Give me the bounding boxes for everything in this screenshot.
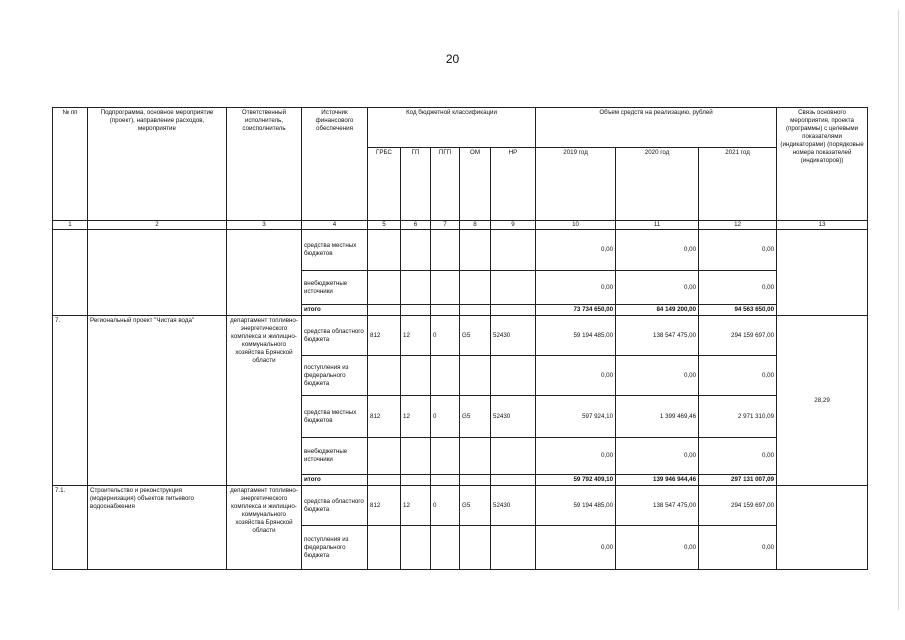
cell-om: G5: [460, 316, 491, 356]
cell-link: 28,29: [777, 316, 868, 486]
cell-pgp: 0: [431, 396, 460, 438]
header-om: ОМ: [460, 148, 491, 221]
cell-2021: 0,00: [699, 438, 777, 475]
header-volume: Объем средств на реализацию, рублей: [536, 108, 777, 148]
cell-source: внебюджетные источники: [302, 438, 368, 475]
header-kbk: Код бюджетной классификации: [368, 108, 536, 148]
cell-2019: 597 924,10: [536, 396, 616, 438]
cell-2020: 138 547 475,00: [616, 486, 699, 526]
col-number: 3: [227, 221, 302, 230]
cell-2020: 1 399 469,46: [616, 396, 699, 438]
cell-2021: 0,00: [699, 356, 777, 396]
cell-2021: 2 971 310,09: [699, 396, 777, 438]
header-no: № пп: [53, 108, 88, 221]
col-number: 1: [53, 221, 88, 230]
header-source: Источник финансового обеспечения: [302, 108, 368, 221]
cell-executor: [227, 230, 302, 316]
cell-executor: департамент топливно-энергетического комплекса и жилищно-коммунального хозяйства Брянской области: [227, 316, 302, 486]
cell-2019: 59 194 485,00: [536, 486, 616, 526]
cell-2019: 0,00: [536, 230, 616, 271]
cell-gp: 12: [401, 396, 431, 438]
cell-source: средства областного бюджета: [302, 316, 368, 356]
cell-2021: 0,00: [699, 526, 777, 570]
col-number: 8: [460, 221, 491, 230]
table-row: [53, 316, 868, 356]
cell-2019: 0,00: [536, 438, 616, 475]
header-row-1: [53, 108, 868, 148]
cell-program: Строительство и реконструкция (модернизация) объектов питьевого водоснабжения: [88, 486, 227, 570]
cell-pgp: 0: [431, 316, 460, 356]
cell-2020: 0,00: [616, 230, 699, 271]
col-number: 13: [777, 221, 868, 230]
cell-link: [777, 486, 868, 570]
cell-om: G5: [460, 396, 491, 438]
header-pgp: ПГП: [431, 148, 460, 221]
header-executor: Ответственный исполнитель, соисполнитель: [227, 108, 302, 221]
budget-table: [52, 107, 868, 570]
table-row: [53, 486, 868, 526]
cell-2021: 94 563 650,00: [699, 305, 777, 316]
cell-np: 52430: [491, 316, 536, 356]
cell-2019: 0,00: [536, 356, 616, 396]
cell-no: 7.: [53, 316, 88, 486]
cell-no: [53, 230, 88, 316]
cell-2020: 0,00: [616, 271, 699, 305]
cell-2020: 139 946 944,46: [616, 475, 699, 486]
cell-source: итого: [302, 305, 368, 316]
cell-np: 52430: [491, 396, 536, 438]
col-number: 5: [368, 221, 401, 230]
header-gp: ГП: [401, 148, 431, 221]
cell-source: средства местных бюджетов: [302, 230, 368, 271]
cell-2021: 294 159 697,00: [699, 486, 777, 526]
col-number: 11: [616, 221, 699, 230]
col-number: 2: [88, 221, 227, 230]
cell-2019: 59 792 409,10: [536, 475, 616, 486]
col-number: 10: [536, 221, 616, 230]
page-edge-line: [898, 10, 899, 610]
page-number: 20: [445, 52, 460, 66]
header-program: Подпрограмма, основное мероприятие (проект), направление расходов, мероприятие: [88, 108, 227, 221]
header-2019: 2019 год: [536, 148, 616, 221]
cell-source: поступления из федерального бюджета: [302, 526, 368, 570]
cell-pgp: 0: [431, 486, 460, 526]
cell-source: поступления из федерального бюджета: [302, 356, 368, 396]
cell-grbs: 812: [368, 396, 401, 438]
cell-source: средства местных бюджетов: [302, 396, 368, 438]
header-2021: 2021 год: [699, 148, 777, 221]
table-row: [53, 230, 868, 271]
cell-2019: 0,00: [536, 271, 616, 305]
header-np: НР: [491, 148, 536, 221]
cell-gp: 12: [401, 316, 431, 356]
header-link: Связь основного мероприятия, проекта (программы) с целевыми показателями (индикаторами) (порядковые номера показателей (индикаторов)): [777, 108, 868, 221]
cell-2020: 138 547 475,00: [616, 316, 699, 356]
col-number: 4: [302, 221, 368, 230]
cell-gp: 12: [401, 486, 431, 526]
cell-grbs: 812: [368, 486, 401, 526]
cell-executor: департамент топливно-энергетического комплекса и жилищно-коммунального хозяйства Брянской области: [227, 486, 302, 570]
cell-no: 7.1.: [53, 486, 88, 570]
col-number: 12: [699, 221, 777, 230]
cell-2021: 0,00: [699, 230, 777, 271]
cell-2021: 0,00: [699, 271, 777, 305]
cell-np: 52430: [491, 486, 536, 526]
cell-2019: 59 194 485,00: [536, 316, 616, 356]
column-number-row: [53, 221, 868, 230]
cell-grbs: 812: [368, 316, 401, 356]
cell-2020: 0,00: [616, 438, 699, 475]
cell-source: средства областного бюджета: [302, 486, 368, 526]
cell-2021: 294 159 697,00: [699, 316, 777, 356]
cell-program: [88, 230, 227, 316]
cell-2020: 0,00: [616, 526, 699, 570]
cell-source: итого: [302, 475, 368, 486]
header-grbs: ГРБС: [368, 148, 401, 221]
header-2020: 2020 год: [616, 148, 699, 221]
col-number: 7: [431, 221, 460, 230]
cell-om: G5: [460, 486, 491, 526]
cell-2019: 73 734 650,00: [536, 305, 616, 316]
cell-2020: 0,00: [616, 356, 699, 396]
cell-2019: 0,00: [536, 526, 616, 570]
cell-program: Региональный проект "Чистая вода": [88, 316, 227, 486]
cell-source: внебюджетные источники: [302, 271, 368, 305]
cell-link: [777, 230, 868, 316]
cell-2021: 297 131 007,09: [699, 475, 777, 486]
col-number: 6: [401, 221, 431, 230]
col-number: 9: [491, 221, 536, 230]
cell-2020: 84 149 200,00: [616, 305, 699, 316]
